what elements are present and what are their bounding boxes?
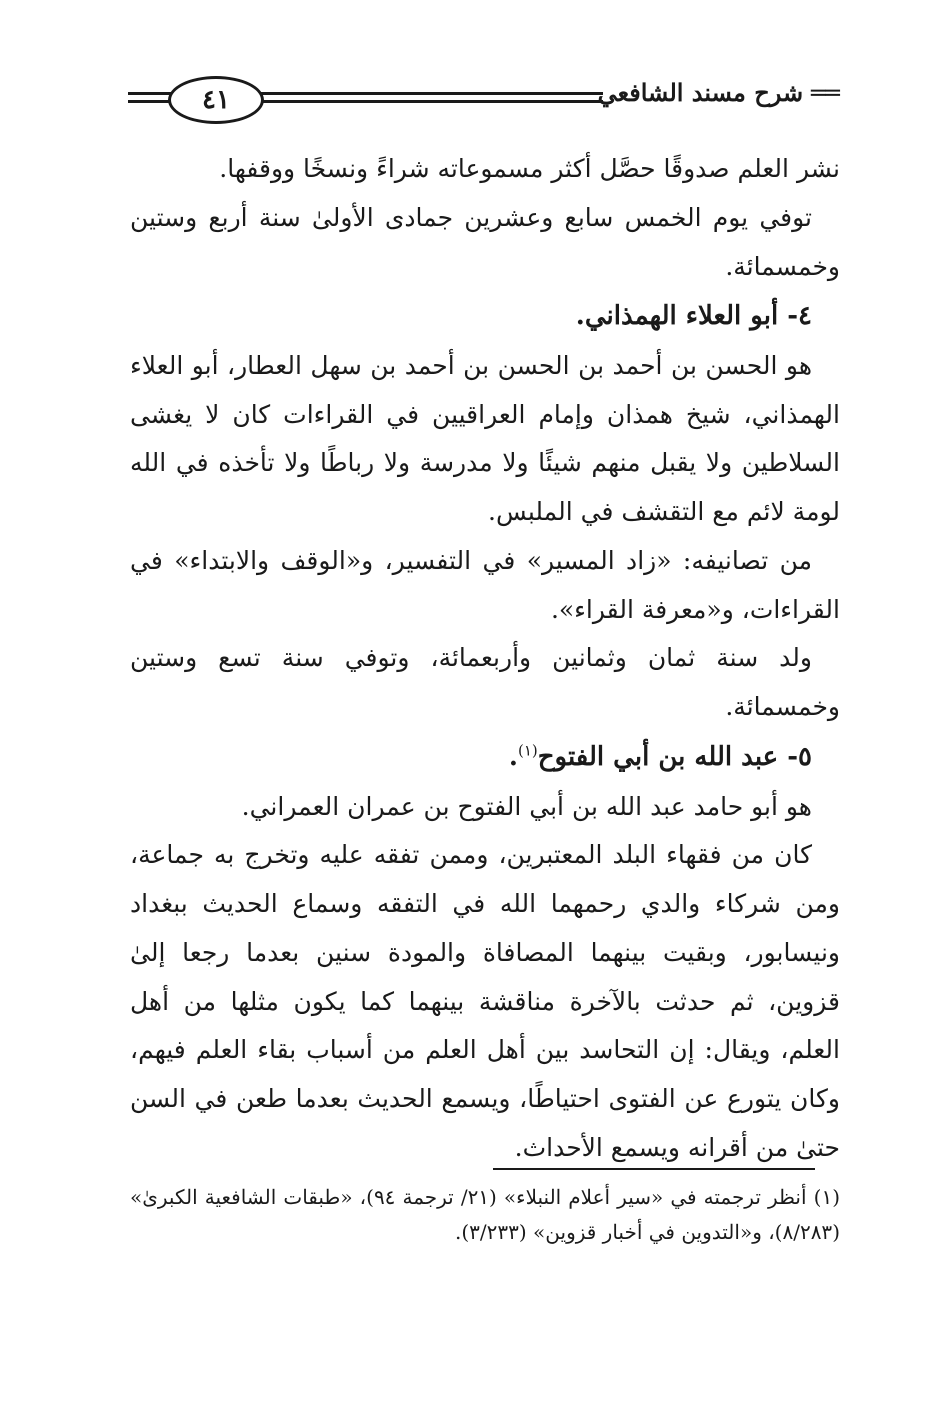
footnote-ref-1[interactable]: (١) — [517, 741, 538, 760]
header-rule-middle-top — [258, 92, 603, 95]
heading-5-text: ٥- عبد الله بن أبي الفتوح — [537, 741, 812, 772]
page-header — [128, 70, 840, 126]
paragraph-2: توفي يوم الخمس سابع وعشرين جمادى الأولىٰ سنة أربع وستين وخمسمائة. — [130, 202, 840, 281]
page-number: ٤١ — [168, 76, 264, 124]
header-rule-middle-bottom — [258, 100, 603, 103]
paragraph-5: ولد سنة ثمان وثمانين وأربعمائة، وتوفي سنة تسع وستين وخمسمائة. — [130, 643, 840, 722]
footnote-1: (١) أنظر ترجمته في «سير أعلام النبلاء» (٢١/ ترجمة ٩٤)، «طبقات الشافعية الكبرىٰ» (٨/٢٨٣)، و«التدوين في أخبار قزوين» (٣/٢٣٣). — [130, 1185, 840, 1244]
footnotes — [130, 1180, 840, 1250]
paragraph-1: نشر العلم صدوقًا حصَّل أكثر مسموعاته شراءً ونسخًا ووقفها. — [219, 154, 840, 183]
heading-5 — [130, 732, 840, 783]
running-title — [598, 78, 840, 107]
paragraph-4: من تصانيفه: «زاد المسير» في التفسير، و«الوقف والابتداء» في القراءات، و«معرفة القراء». — [130, 545, 840, 624]
paragraph-7: كان من فقهاء البلد المعتبرين، وممن تفقه عليه وتخرج به جماعة، ومن شركاء والدي رحمهما الله في التفقه وسماع الحديث ببغداد ونيسابور، وبقيت بينهما المصافاة والمودة سنين بعدما رجعا إلىٰ قزوين، ثم حدثت بالآخرة مناقشة بينهما كما يكون مثلها من أهل العلم، ويقال: إن التحاسد بين أهل العلم من أسباب بقاء العلم فيهم، وكان يتورع عن الفتوى احتياطًا، ويسمع الحديث بعدما طعن في السن حتىٰ من أقرانه ويسمع الأحداث. — [130, 840, 840, 1162]
running-title-text: شرح مسند الشافعي — [597, 78, 804, 107]
title-dash-icon: ══ — [811, 78, 840, 107]
footnote-separator — [493, 1168, 815, 1170]
paragraph-3: هو الحسن بن أحمد بن الحسن بن أحمد بن سهل العطار، أبو العلاء الهمذاني، شيخ همذان وإمام العراقيين في القراءات كان لا يغشى السلاطين ولا يقبل منهم شيئًا ولا مدرسة ولا رباطًا ولا تأخذه في الله لومة لائم مع التقشف في الملبس. — [130, 350, 840, 527]
heading-5-end: . — [508, 741, 518, 772]
heading-4: ٤- أبو العلاء الهمذاني. — [575, 301, 812, 332]
paragraph-6: هو أبو حامد عبد الله بن أبي الفتوح بن عمران العمراني. — [241, 791, 812, 821]
page-body — [130, 145, 840, 1173]
